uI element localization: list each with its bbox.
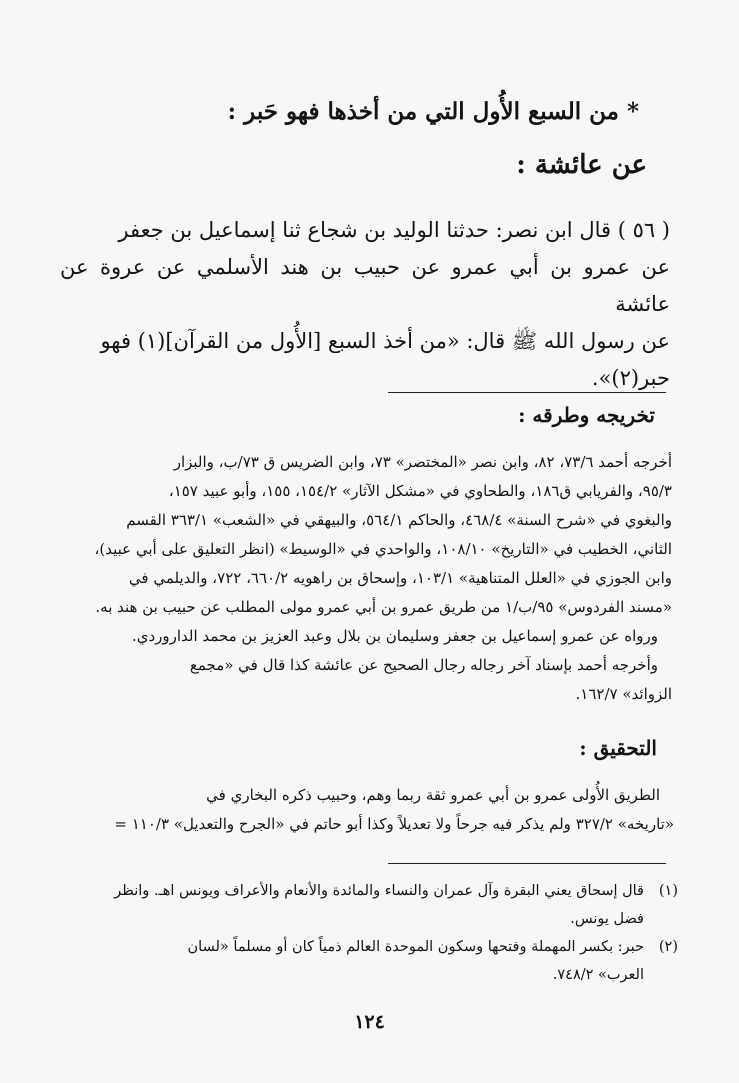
takhrij-line: ٩٥/٣، والفريابي ق١٨٦، والطحاوي في «مشكل الآثار» ١٥٤/٢، ١٥٥، وأبو عبيد ١٥٧، [168,482,672,500]
takhrij-line: والبغوي في «شرح السنة» ٤٦٨/٤، والحاكم ٥٦٤/١، والبيهقي في «الشعب» ٣٦٣/١ القسم [126,511,672,529]
tahqiq-line: الطريق الأُولى عمرو بن أبي عمرو ثقة ربما وهم، وحبيب ذكره البخاري في [206,786,660,804]
takhrij-line: أخرجه أحمد ٧٣/٦، ٨٢، وابن نصر «المختصر» ٧٣، وابن الضريس ق ٧٣/ب، والبزار [173,453,672,471]
takhrij-line: الثاني، الخطيب في «التاريخ» ١٠٨/١٠، والواحدي في «الوسيط» (انظر التعليق على أبي عبيد)، [94,540,672,558]
tahqiq-heading: التحقيق : [579,736,657,760]
takhrij-line: «مسند الفردوس» ٩٥/ب/١ من طريق عمرو بن أبي عمرو مولى المطلب عن حبيب بن هند به. [95,598,672,616]
narrator-heading: عن عائشة : [516,150,647,180]
page-number: ١٢٤ [354,1011,385,1033]
takhrij-line: الزوائد» ١٦٢/٧. [575,685,672,703]
footnote-line: العرب» ٧٤٨/٢. [552,967,644,983]
hadith-text [60,212,670,397]
tahqiq-text [56,781,674,839]
footnote-number: (١) [658,883,678,899]
takhrij-text [60,448,672,709]
footnotes [60,877,678,989]
takhrij-line: ورواه عن عمرو إسماعيل بن جعفر وسليمان بن بلال وعبد العزيز بن محمد الداروردي. [131,627,658,645]
footnote-number: (٢) [658,939,678,955]
tahqiq-line: «تاريخه» ٣٢٧/٢ ولم يذكر فيه جرحاً ولا تعديلاً وكذا أبو حاتم في «الجرح والتعديل» ١١٠/٣ = [114,815,674,833]
section-heading: * من السبع الأُول التي من أخذها فهو حَبر : [227,98,639,125]
takhrij-line: وأخرجه أحمد بإسناد آخر رجاله رجال الصحيح عن عائشة كذا قال في «مجمع [189,656,658,674]
footnote [60,877,678,933]
hadith-line: حبر(٢)». [591,366,670,390]
footnote [60,933,678,989]
footnote-text [60,877,644,933]
hadith-line: عن عمرو بن أبي عمرو عن حبيب بن هند الأسلمي عن عروة عن عائشة [60,255,670,316]
hadith-line: ( ٥٦ ) قال ابن نصر: حدثنا الوليد بن شجاع ثنا إسماعيل بن جعفر [118,218,670,242]
takhrij-line: وابن الجوزي في «العلل المتناهية» ١٠٣/١، وإسحاق بن راهويه ٦٦٠/٢، ٧٢٢، والديلمي في [128,569,672,587]
divider-rule [388,392,666,393]
footnote-text [60,933,644,989]
footnote-line: فضل يونس. [570,911,644,927]
hadith-line: عن رسول الله ﷺ قال: «من أخذ السبع [الأُول من القرآن](١) فهو [100,329,670,353]
footnote-line: حبر: بكسر المهملة وفتحها وسكون الموحدة العالم ذمياً كان أو مسلماً «لسان [187,939,644,955]
takhrij-heading: تخريجه وطرقه : [518,403,655,427]
footnote-line: قال إسحاق يعني البقرة وآل عمران والنساء والمائدة والأنعام والأعراف ويونس اهـ. وانظر [114,883,644,899]
footnote-rule [388,863,666,864]
